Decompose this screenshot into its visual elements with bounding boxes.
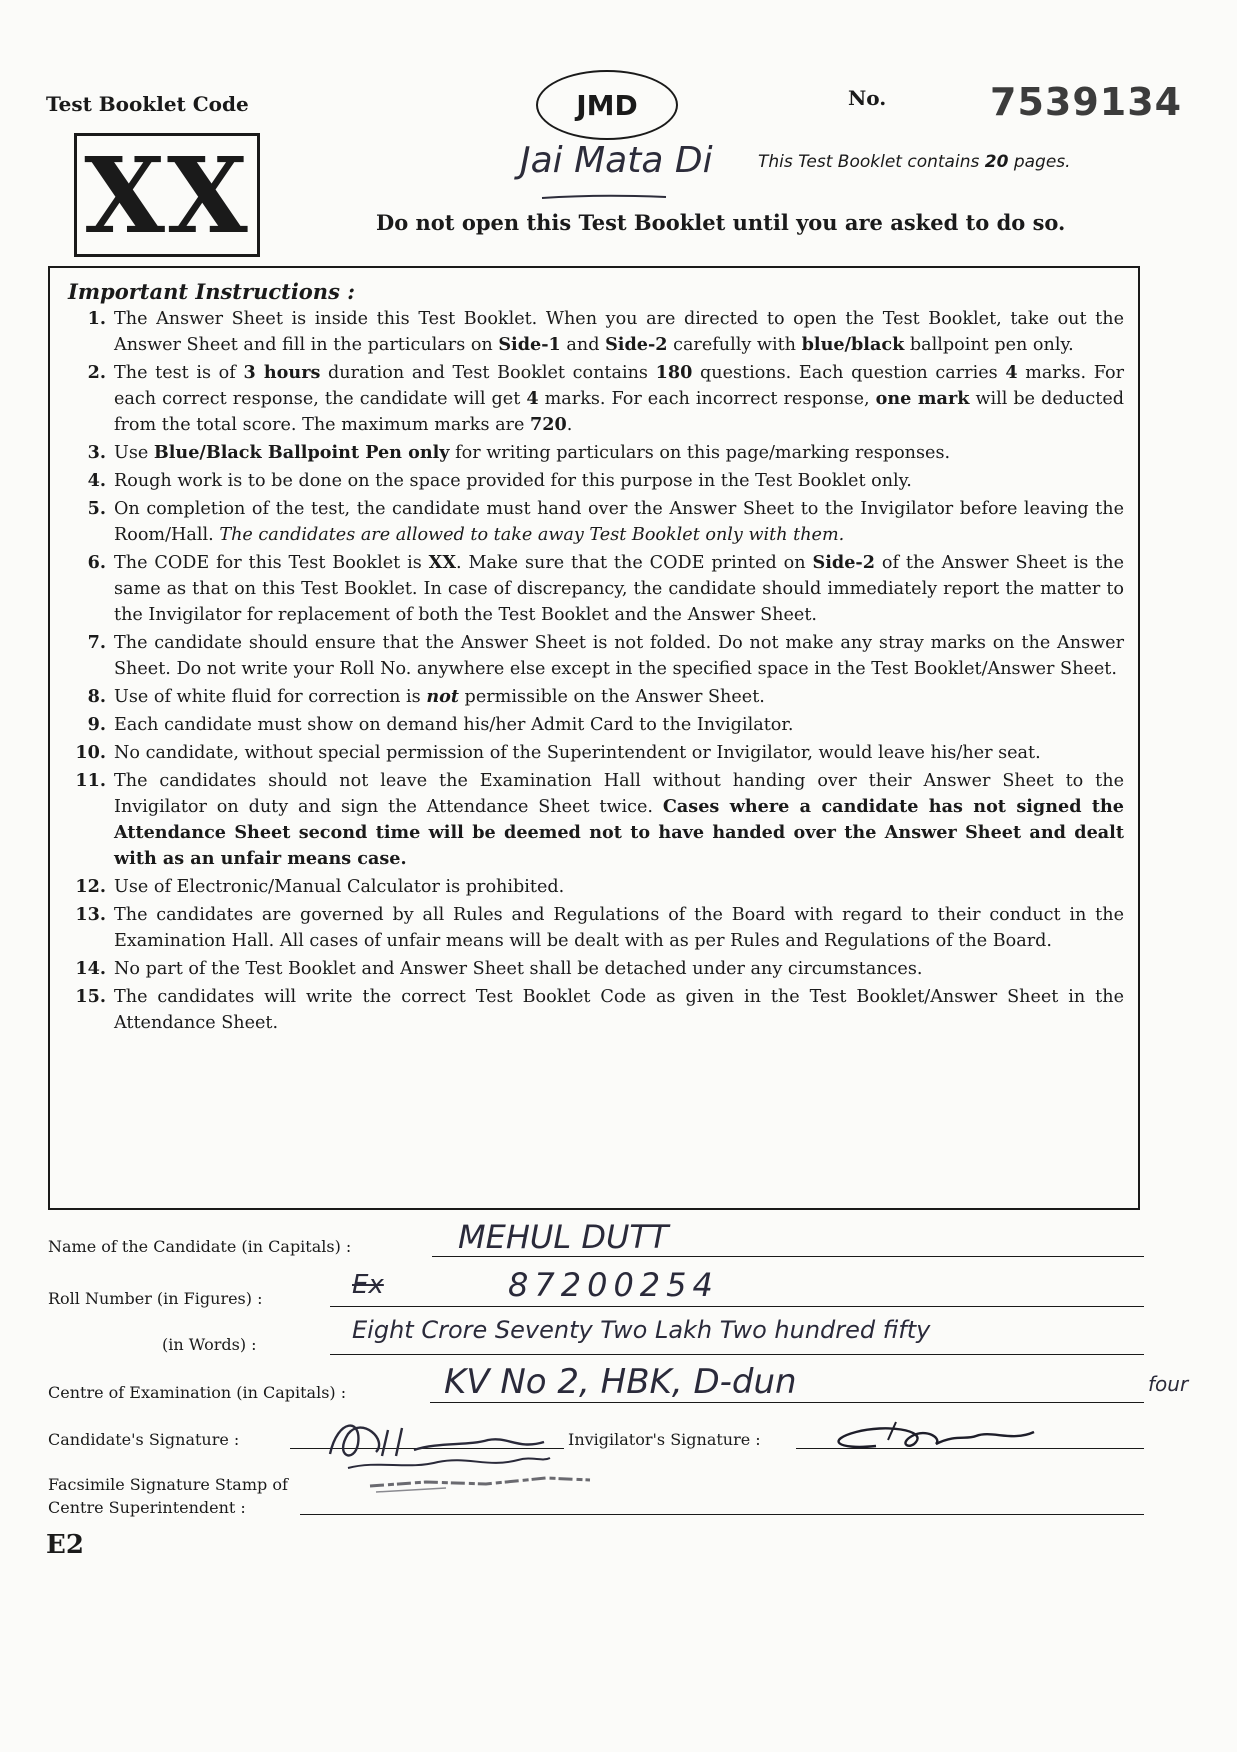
instruction-text: No part of the Test Booklet and Answer Sheet shall be detached under any circumstances. [114, 959, 923, 979]
instruction-number: 15. [75, 986, 106, 1007]
stamp-label-1: Facsimile Signature Stamp of [48, 1475, 288, 1494]
instruction-item [66, 550, 1124, 628]
centre-label: Centre of Examination (in Capitals) : [48, 1383, 347, 1402]
instruction-item [66, 306, 1124, 358]
instruction-text: Use of Electronic/Manual Calculator is prohibited. [114, 877, 565, 897]
invigilator-signature-label: Invigilator's Signature : [568, 1430, 761, 1449]
instruction-item [66, 984, 1124, 1036]
name-label: Name of the Candidate (in Capitals) : [48, 1237, 352, 1256]
instruction-item [66, 440, 1124, 466]
instruction-number: 8. [87, 686, 106, 707]
page-code: E2 [46, 1530, 84, 1560]
instruction-text: Use of white fluid for correction is not permissible on the Answer Sheet. [114, 686, 765, 707]
instruction-number: 12. [75, 876, 106, 897]
invigilator-signature [816, 1410, 1066, 1466]
instruction-text: The Answer Sheet is inside this Test Booklet. When you are directed to open the Test Booklet, take out the Answer Sheet and fill in the particulars on Side-1 and Side-2 carefully with blue/black ballpoint pen only. [114, 309, 1124, 355]
roll-words-overflow: four [1148, 1372, 1189, 1396]
instruction-text: Rough work is to be done on the space provided for this purpose in the Test Booklet only. [114, 471, 912, 491]
instruction-text: The candidates will write the correct Test Booklet Code as given in the Test Booklet/Answer Sheet in the Attendance Sheet. [114, 987, 1124, 1033]
booklet-code: XX [84, 133, 250, 257]
instruction-number: 9. [87, 714, 106, 735]
serial-no-label: No. [848, 86, 887, 110]
roll-figures-label: Roll Number (in Figures) : [48, 1289, 263, 1308]
roll-figures-line [330, 1306, 1144, 1307]
instruction-text: The candidate should ensure that the Answer Sheet is not folded. Do not make any stray marks on the Answer Sheet. Do not write your Roll No. anywhere else except in the specified space in the Test Booklet/Answer Sheet. [114, 633, 1124, 679]
stamp-label-2: Centre Superintendent : [48, 1498, 246, 1517]
instruction-text: The candidates are governed by all Rules and Regulations of the Board with regard to their conduct in the Examination Hall. All cases of unfair means will be dealt with as per Rules and Regulations of the Board. [114, 905, 1124, 951]
instruction-text: Use Blue/Black Ballpoint Pen only for writing particulars on this page/marking responses. [114, 442, 951, 463]
instruction-item [66, 360, 1124, 438]
instruction-item [66, 740, 1124, 766]
pages-count: 20 [984, 152, 1009, 172]
pages-note-suffix: pages. [1008, 152, 1071, 172]
roll-words-value: Eight Crore Seventy Two Lakh Two hundred fifty [352, 1316, 931, 1344]
instruction-number: 2. [87, 362, 106, 383]
jmd-stamp: JMD [536, 70, 678, 140]
name-line [432, 1256, 1144, 1257]
instruction-number: 7. [87, 632, 106, 653]
instruction-number: 3. [87, 442, 106, 463]
instruction-item [66, 902, 1124, 954]
stamp-line [300, 1514, 1144, 1515]
instruction-text: The CODE for this Test Booklet is XX. Make sure that the CODE printed on Side-2 of the Answer Sheet is the same as that on this Test Booklet. In case of discrepancy, the candidate should immediately report the matter to the Invigilator for replacement of both the Test Booklet and the Answer Sheet. [114, 552, 1125, 625]
instruction-number: 1. [87, 308, 106, 329]
instruction-number: 14. [75, 958, 106, 979]
instruction-item [66, 768, 1124, 872]
roll-words-label: (in Words) : [162, 1335, 257, 1354]
instruction-number: 4. [87, 470, 106, 491]
pages-note [758, 152, 1071, 172]
roll-crossed-out: Ex [352, 1270, 384, 1300]
name-value: MEHUL DUTT [458, 1218, 669, 1256]
centre-value: KV No 2, HBK, D-dun [444, 1362, 797, 1402]
instruction-text: Each candidate must show on demand his/her Admit Card to the Invigilator. [114, 715, 794, 735]
instruction-item [66, 956, 1124, 982]
instruction-item [66, 712, 1124, 738]
instruction-item [66, 496, 1124, 548]
instructions-title: Important Instructions : [68, 279, 355, 304]
instruction-number: 10. [75, 742, 106, 763]
instruction-text: No candidate, without special permission of the Superintendent or Invigilator, would leave his/her seat. [114, 743, 1041, 763]
booklet-code-box [74, 133, 260, 257]
superintendent-stamp-mark [366, 1470, 596, 1496]
pages-note-prefix: This Test Booklet contains [758, 152, 985, 172]
instructions-list [66, 306, 1124, 1038]
instruction-number: 11. [75, 770, 106, 791]
instruction-number: 13. [75, 904, 106, 925]
serial-number: 7539134 [990, 80, 1183, 124]
roll-value: 87200254 [508, 1266, 719, 1304]
instruction-item [66, 630, 1124, 682]
handwritten-underline [540, 192, 670, 202]
instruction-item [66, 874, 1124, 900]
instruction-item [66, 468, 1124, 494]
handwritten-note: Jai Mata Di [520, 140, 713, 181]
instruction-text: On completion of the test, the candidate must hand over the Answer Sheet to the Invigilator before leaving the Room/Hall. The candidates are allowed to take away Test Booklet only with them. [114, 499, 1124, 545]
instruction-item [66, 684, 1124, 710]
centre-line [430, 1402, 1144, 1403]
instruction-text: The test is of 3 hours duration and Test Booklet contains 180 questions. Each question carries 4 marks. For each correct response, the candidate will get 4 marks. For each incorrect response, one mark will be deducted from the total score. The maximum marks are 720. [114, 362, 1124, 435]
candidate-signature-label: Candidate's Signature : [48, 1430, 240, 1449]
instruction-number: 6. [87, 552, 106, 573]
do-not-open-notice: Do not open this Test Booklet until you are asked to do so. [376, 210, 1066, 235]
roll-words-line [330, 1354, 1144, 1355]
booklet-code-label: Test Booklet Code [46, 92, 249, 116]
instruction-text: The candidates should not leave the Examination Hall without handing over their Answer Sheet to the Invigilator on duty and sign the Attendance Sheet twice. Cases where a candidate has not signed the Attendance Sheet second time will be deemed not to have handed over the Answer Sheet and dealt with as an unfair means case. [114, 771, 1125, 869]
instruction-number: 5. [87, 498, 106, 519]
